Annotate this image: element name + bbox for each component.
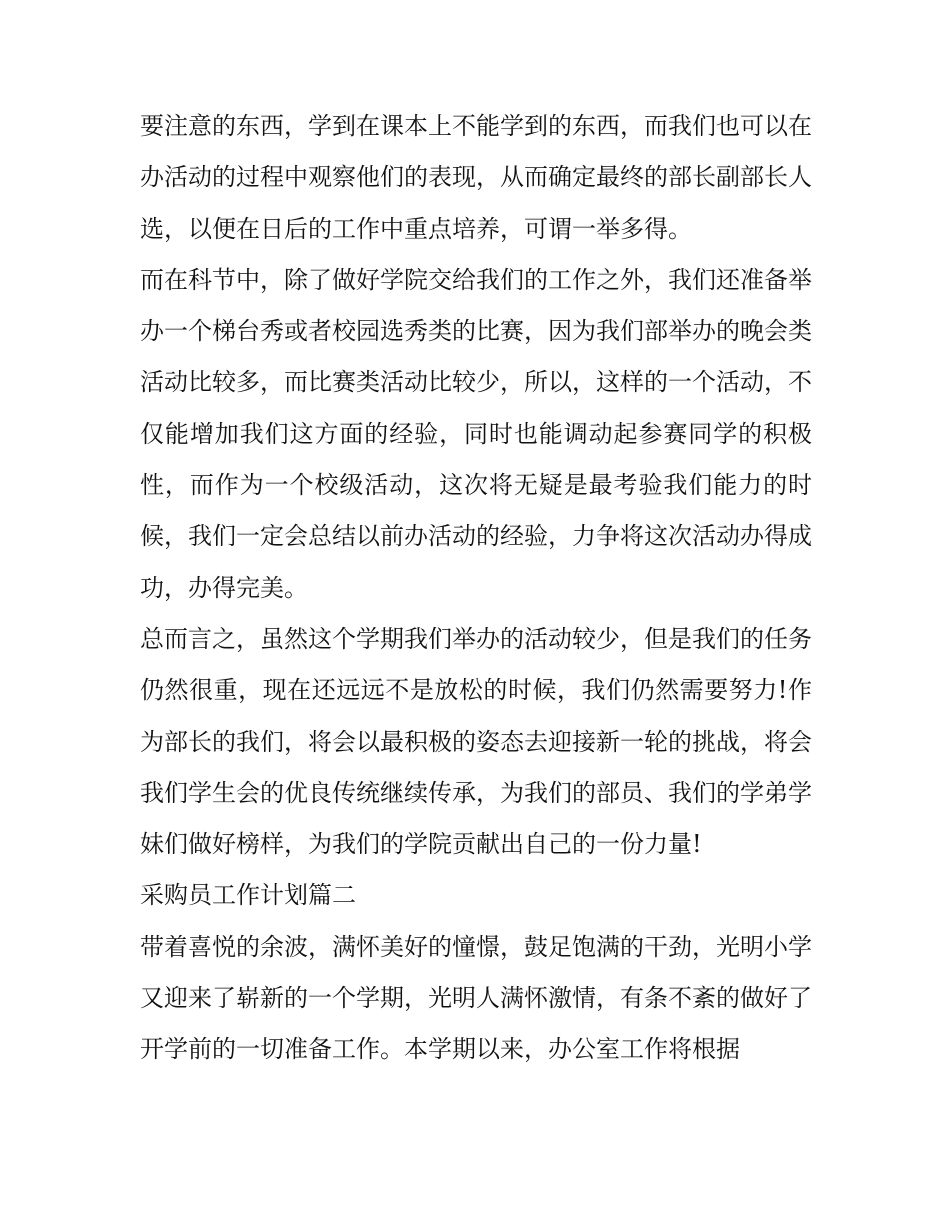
document-body [140,101,812,1076]
paragraph-4: 带着喜悦的余波，满怀美好的憧憬，鼓足饱满的干劲，光明小学又迎来了崭新的一个学期，光明人满怀激情，有条不紊的做好了开学前的一切准备工作。本学期以来，办公室工作将根据 [140,932,812,1064]
paragraph-3: 总而言之，虽然这个学期我们举办的活动较少，但是我们的任务仍然很重，现在还远远不是放松的时候，我们仍然需要努力!作为部长的我们，将会以最积极的姿态去迎接新一轮的挑战，将会我们学生会的优良传统继续传承，为我们的部员、我们的学弟学妹们做好榜样，为我们的学院贡献出自己的一份力量! [140,624,812,859]
paragraph-1: 要注意的东西，学到在课本上不能学到的东西，而我们也可以在办活动的过程中观察他们的表现，从而确定最终的部长副部长人选，以便在日后的工作中重点培养，可谓一举多得。 [140,112,812,243]
section-heading: 采购员工作计划篇二 [140,881,356,910]
paragraph-2: 而在科节中，除了做好学院交给我们的工作之外，我们还准备举办一个梯台秀或者校园选秀类的比赛，因为我们部举办的晚会类活动比较多，而比赛类活动比较少，所以，这样的一个活动，不仅能增加我们这方面的经验，同时也能调动起参赛同学的积极性，而作为一个校级活动，这次将无疑是最考验我们能力的时候，我们一定会总结以前办活动的经验，力争将这次活动办得成功，办得完美。 [140,265,812,602]
